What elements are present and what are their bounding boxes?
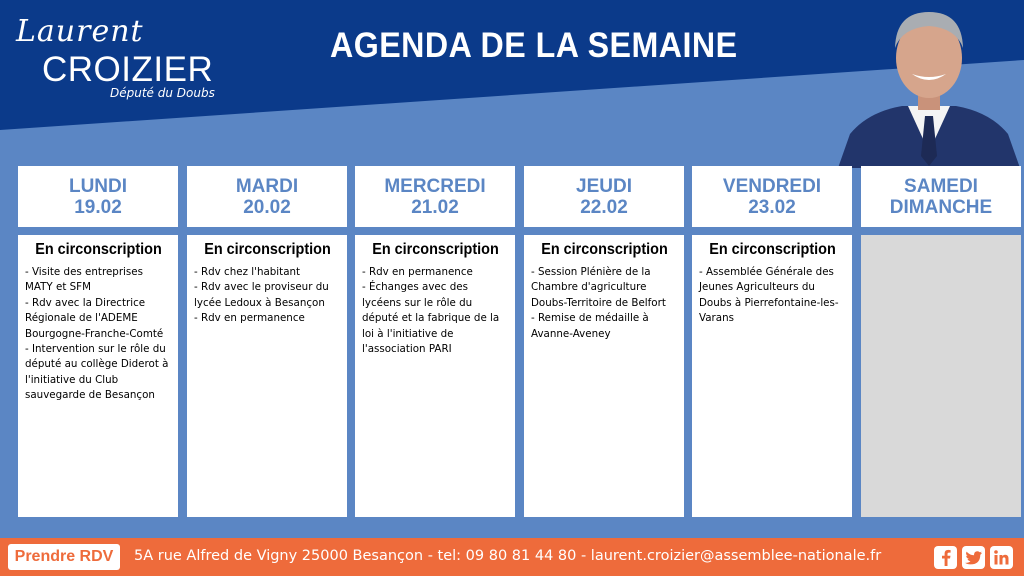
day-date: 21.02 — [411, 196, 459, 218]
agenda-list — [699, 265, 846, 327]
agenda-item: - Assemblée Générale des Jeunes Agriculteurs du Doubs à Pierrefontaine-les-Varans — [699, 266, 839, 325]
day-name: SAMEDI — [904, 175, 978, 197]
contact-info: 5A rue Alfred de Vigny 25000 Besançon - tel: 09 80 81 44 80 - laurent.croizier@assemblee-nationale.fr — [134, 548, 882, 564]
agenda-item: - Rdv avec le proviseur du lycée Ledoux à Besançon — [194, 281, 329, 309]
day-date: 23.02 — [748, 196, 796, 218]
agenda-list — [531, 265, 678, 342]
day-name: MARDI — [235, 175, 299, 197]
day-header-vendredi — [692, 166, 852, 227]
section-title: En circonscription — [35, 241, 162, 258]
agenda-item: - Session Plénière de la Chambre d'agriculture Doubs-Territoire de Belfort — [531, 266, 666, 309]
logo-first-name: Laurent — [16, 14, 144, 49]
agenda-item: - Rdv avec la Directrice Régionale de l'ADEME Bourgogne-Franche-Comté — [25, 296, 164, 340]
day-date: DIMANCHE — [889, 196, 993, 218]
facebook-icon[interactable] — [934, 546, 957, 569]
linkedin-icon[interactable] — [990, 546, 1013, 569]
agenda-item: - Visite des entreprises MATY et SFM — [25, 266, 143, 294]
day-body-jeudi — [524, 235, 684, 517]
day-date: 20.02 — [243, 196, 291, 218]
day-body-lundi — [18, 235, 178, 517]
day-body-weekend — [861, 235, 1021, 517]
agenda-item: - Rdv en permanence — [362, 266, 473, 278]
agenda-item: - Intervention sur le rôle du député au collège Diderot à l'initiative du Club sauvegarde de Besançon — [25, 343, 169, 402]
agenda-list — [362, 265, 509, 357]
day-name: JEUDI — [576, 175, 632, 197]
logo-subtitle: Député du Doubs — [110, 86, 215, 100]
day-body-mercredi — [355, 235, 515, 517]
day-date: 22.02 — [580, 196, 628, 218]
day-header-lundi — [18, 166, 178, 227]
agenda-item: - Rdv en permanence — [194, 312, 305, 325]
book-appointment-button[interactable]: Prendre RDV — [8, 544, 120, 570]
footer-bar — [0, 538, 1024, 576]
page-title: AGENDA DE LA SEMAINE — [330, 26, 738, 65]
day-name: VENDREDI — [722, 175, 822, 197]
day-header-jeudi — [524, 166, 684, 227]
day-body-mardi — [187, 235, 347, 517]
twitter-icon[interactable] — [962, 546, 985, 569]
day-header-weekend — [861, 166, 1021, 227]
day-date: 19.02 — [74, 196, 122, 218]
day-name: MERCREDI — [384, 175, 486, 197]
day-body-vendredi — [692, 235, 852, 517]
agenda-item: - Rdv chez l'habitant — [194, 266, 301, 278]
section-title: En circonscription — [372, 241, 499, 258]
portrait-photo — [838, 6, 1020, 168]
day-name: LUNDI — [68, 175, 128, 197]
day-header-mardi — [187, 166, 347, 227]
section-title: En circonscription — [709, 241, 836, 258]
agenda-list — [194, 265, 341, 327]
logo-last-name: CROIZIER — [42, 50, 214, 89]
section-title: En circonscription — [541, 241, 668, 258]
agenda-item: - Remise de médaille à Avanne-Aveney — [531, 312, 649, 340]
section-title: En circonscription — [204, 241, 331, 258]
agenda-list — [25, 265, 172, 404]
logo[interactable] — [14, 10, 229, 105]
day-header-mercredi — [355, 166, 515, 227]
agenda-item: - Échanges avec des lycéens sur le rôle du député et la fabrique de la loi à l'initiative de l'association PARI — [362, 281, 500, 356]
